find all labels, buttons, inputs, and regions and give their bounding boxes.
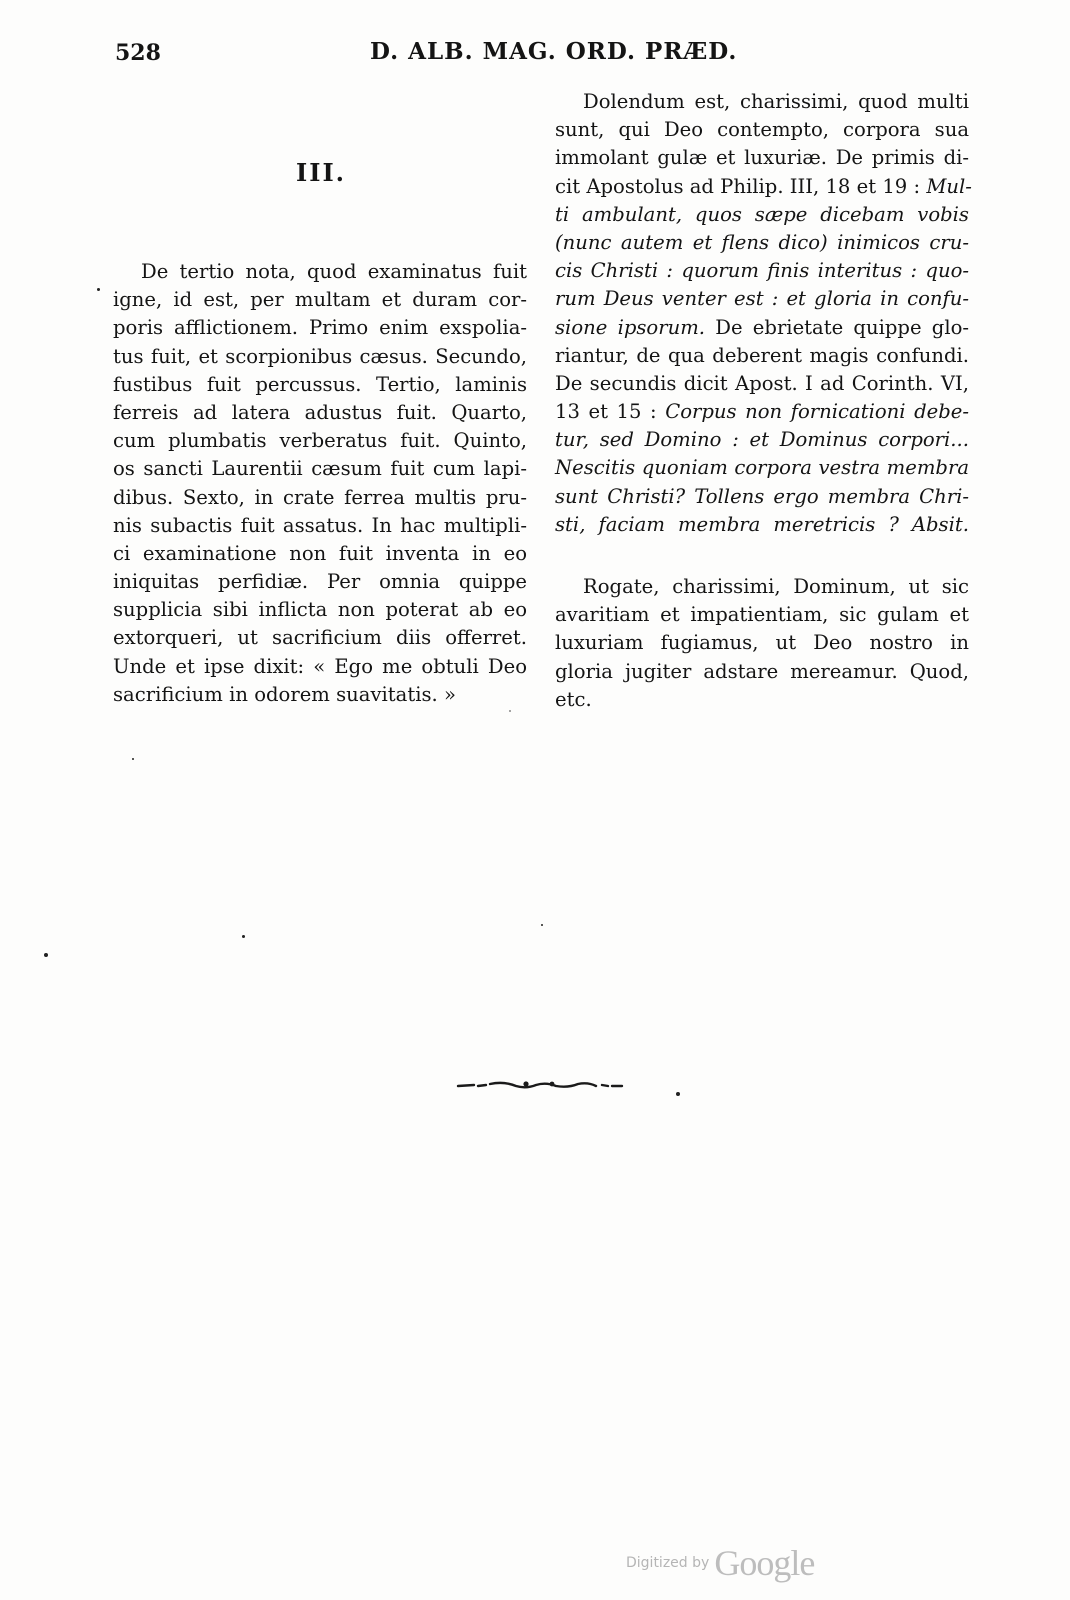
text-line: riantur, de qua deberent magis confundi. <box>555 343 969 367</box>
text-line: Dolendum est, charissimi, quod multi <box>583 90 969 113</box>
text-line: De tertio nota, quod examinatus fuit <box>141 260 527 283</box>
text-line: tus fuit, et scorpionibus cæsus. Secundo, <box>113 344 527 368</box>
text-line: 13 et 15 : Corpus non fornicationi debe- <box>555 400 969 424</box>
text-line: cit Apostolus ad Philip. III, 18 et 19 : Mul- <box>555 174 972 198</box>
text-line: fustibus fuit percussus. Tertio, laminis <box>113 372 527 396</box>
text-line: sti, faciam membra meretricis ? Absit. <box>555 512 969 536</box>
digitized-watermark <box>626 1542 814 1582</box>
text-line: immolant gulæ et luxuriæ. De primis di- <box>555 146 969 170</box>
text-line: cis Christi : quorum finis interitus : quo- <box>555 259 969 283</box>
print-speck <box>44 953 48 957</box>
text-line: cum plumbatis verberatus fuit. Quinto, <box>113 429 527 453</box>
paragraph-gap <box>555 539 969 573</box>
print-speck <box>541 924 543 926</box>
text-line: (nunc autem et flens dico) inimicos cru- <box>555 230 969 254</box>
ornament-divider <box>456 1078 626 1092</box>
text-line: extorqueri, ut sacrificium diis offerret. <box>113 626 527 650</box>
text-line: Rogate, charissimi, Dominum, ut sic <box>583 575 969 598</box>
page-number: 528 <box>115 40 161 66</box>
print-speck <box>242 935 245 938</box>
text-line: igne, id est, per multam et duram cor- <box>113 288 527 312</box>
text-line: sunt Christi? Tollens ergo membra Chri- <box>555 484 969 508</box>
text-line: ti ambulant, quos sæpe dicebam vobis <box>555 202 969 226</box>
text-line: luxuriam fugiamus, ut Deo nostro in <box>555 631 969 655</box>
google-logo: Google <box>714 1543 815 1583</box>
right-column <box>555 88 972 714</box>
text-line: ci examinatione non fuit inventa in eo <box>113 541 527 565</box>
text-line: De secundis dicit Apost. I ad Corinth. VI, <box>555 371 969 395</box>
text-line: nis subactis fuit assatus. In hac multipli- <box>113 513 527 537</box>
text-line: ferreis ad latera adustus fuit. Quarto, <box>113 400 527 424</box>
digitized-label: Digitized by <box>626 1555 710 1571</box>
left-column <box>113 258 527 709</box>
text-line: Nescitis quoniam corpora vestra membra <box>555 456 969 480</box>
print-speck <box>676 1092 680 1096</box>
text-line: sacrificium in odorem suavitatis. » <box>113 682 456 706</box>
section-numeral: III. <box>296 158 347 187</box>
text-line: tur, sed Domino : et Dominus corpori... <box>555 428 969 452</box>
text-line: sione ipsorum. De ebrietate quippe glo- <box>555 315 970 339</box>
text-line: Unde et ipse dixit: « Ego me obtuli Deo <box>113 654 527 678</box>
print-speck <box>97 288 100 291</box>
text-line: avaritiam et impatientiam, sic gulam et <box>555 603 969 627</box>
text-line: dibus. Sexto, in crate ferrea multis pru- <box>113 485 527 509</box>
text-line: supplicia sibi inflicta non poterat ab eo <box>113 598 527 622</box>
text-line: etc. <box>555 687 592 711</box>
text-line: iniquitas perfidiæ. Per omnia quippe <box>113 570 527 594</box>
print-speck <box>509 710 511 712</box>
text-line: gloria jugiter adstare mereamur. Quod, <box>555 659 969 683</box>
text-line: os sancti Laurentii cæsum fuit cum lapi- <box>113 457 527 481</box>
text-line: poris afflictionem. Primo enim exspolia- <box>113 316 527 340</box>
text-line: sunt, qui Deo contempto, corpora sua <box>555 118 969 142</box>
print-speck <box>132 758 134 760</box>
paragraph-gula <box>555 88 972 539</box>
running-head: D. ALB. MAG. ORD. PRÆD. <box>370 38 738 65</box>
paragraph-rogate <box>555 573 969 714</box>
text-line: rum Deus venter est : et gloria in confu- <box>555 287 969 311</box>
